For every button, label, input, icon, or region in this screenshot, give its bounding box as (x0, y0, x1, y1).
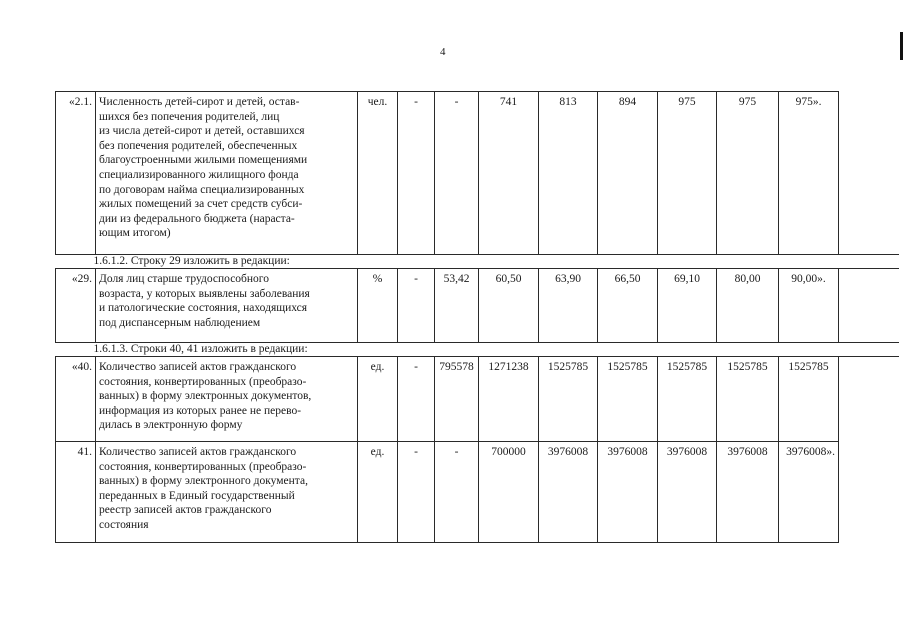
section-heading: 1.6.1.2. Строку 29 изложить в редакции: (56, 255, 899, 269)
row-value: 1271238 (479, 357, 539, 442)
row-number: «40. (56, 357, 96, 442)
row-number: «29. (56, 269, 96, 343)
row-value: 3976008 (598, 442, 658, 543)
row-value: 1525785 (539, 357, 598, 442)
row-description: Численность детей-сирот и детей, остав- шихся без попечения родителей, лиц из числа детей-сирот и детей, оставшихся без попечения родителей, обеспеченных благоустроенными жилыми помещениями специализированного жилищного фонда по договорам найма специализированных жилых помещений за счет средств субси- дии из федерального бюджета (нараста- ющим итогом) (96, 92, 358, 255)
row-unit: ед. (358, 357, 398, 442)
row-value-base1: - (398, 269, 435, 343)
row-value: 90,00». (779, 269, 839, 343)
row-value: 1525785 (598, 357, 658, 442)
row-value: 60,50 (479, 269, 539, 343)
row-value-base1: - (398, 442, 435, 543)
row-value: 3976008 (658, 442, 717, 543)
row-value: 813 (539, 92, 598, 255)
row-value-base2: 795578 (435, 357, 479, 442)
page-number: 4 (440, 46, 446, 58)
row-value-base2: - (435, 92, 479, 255)
row-value-base2: 53,42 (435, 269, 479, 343)
section-heading-row (56, 255, 899, 269)
row-unit: чел. (358, 92, 398, 255)
indicators-table (55, 91, 899, 543)
scan-edge-mark (900, 32, 903, 60)
row-value-base2: - (435, 442, 479, 543)
row-value: 3976008 (539, 442, 598, 543)
row-value: 63,90 (539, 269, 598, 343)
table-row (56, 357, 899, 442)
table-row (56, 269, 899, 343)
row-value: 69,10 (658, 269, 717, 343)
section-heading: 1.6.1.3. Строки 40, 41 изложить в редакции: (56, 343, 899, 357)
row-value: 975 (717, 92, 779, 255)
row-value: 975». (779, 92, 839, 255)
table-row (56, 442, 899, 543)
row-value: 975 (658, 92, 717, 255)
row-value-base1: - (398, 92, 435, 255)
row-value: 894 (598, 92, 658, 255)
row-value: 1525785 (658, 357, 717, 442)
row-number: «2.1. (56, 92, 96, 255)
row-description: Количество записей актов гражданского состояния, конвертированных (преобразо- ванных) в форму электронного документа, переданных в Единый государственный реестр записей актов гражданского состояния (96, 442, 358, 543)
row-value: 1525785 (717, 357, 779, 442)
row-value: 3976008». (779, 442, 839, 543)
row-value: 66,50 (598, 269, 658, 343)
section-heading-row (56, 343, 899, 357)
row-unit: % (358, 269, 398, 343)
table-row (56, 92, 899, 255)
row-description: Количество записей актов гражданского состояния, конвертированных (преобразо- ванных) в форму электронных документов, информация из которых ранее не перево- дилась в электронную форму (96, 357, 358, 442)
row-value: 3976008 (717, 442, 779, 543)
row-number: 41. (56, 442, 96, 543)
row-value: 80,00 (717, 269, 779, 343)
row-description: Доля лиц старше трудоспособного возраста, у которых выявлены заболевания и патологические состояния, находящихся под диспансерным наблюдением (96, 269, 358, 343)
row-value: 700000 (479, 442, 539, 543)
row-value: 1525785 (779, 357, 839, 442)
row-value-base1: - (398, 357, 435, 442)
row-value: 741 (479, 92, 539, 255)
row-unit: ед. (358, 442, 398, 543)
